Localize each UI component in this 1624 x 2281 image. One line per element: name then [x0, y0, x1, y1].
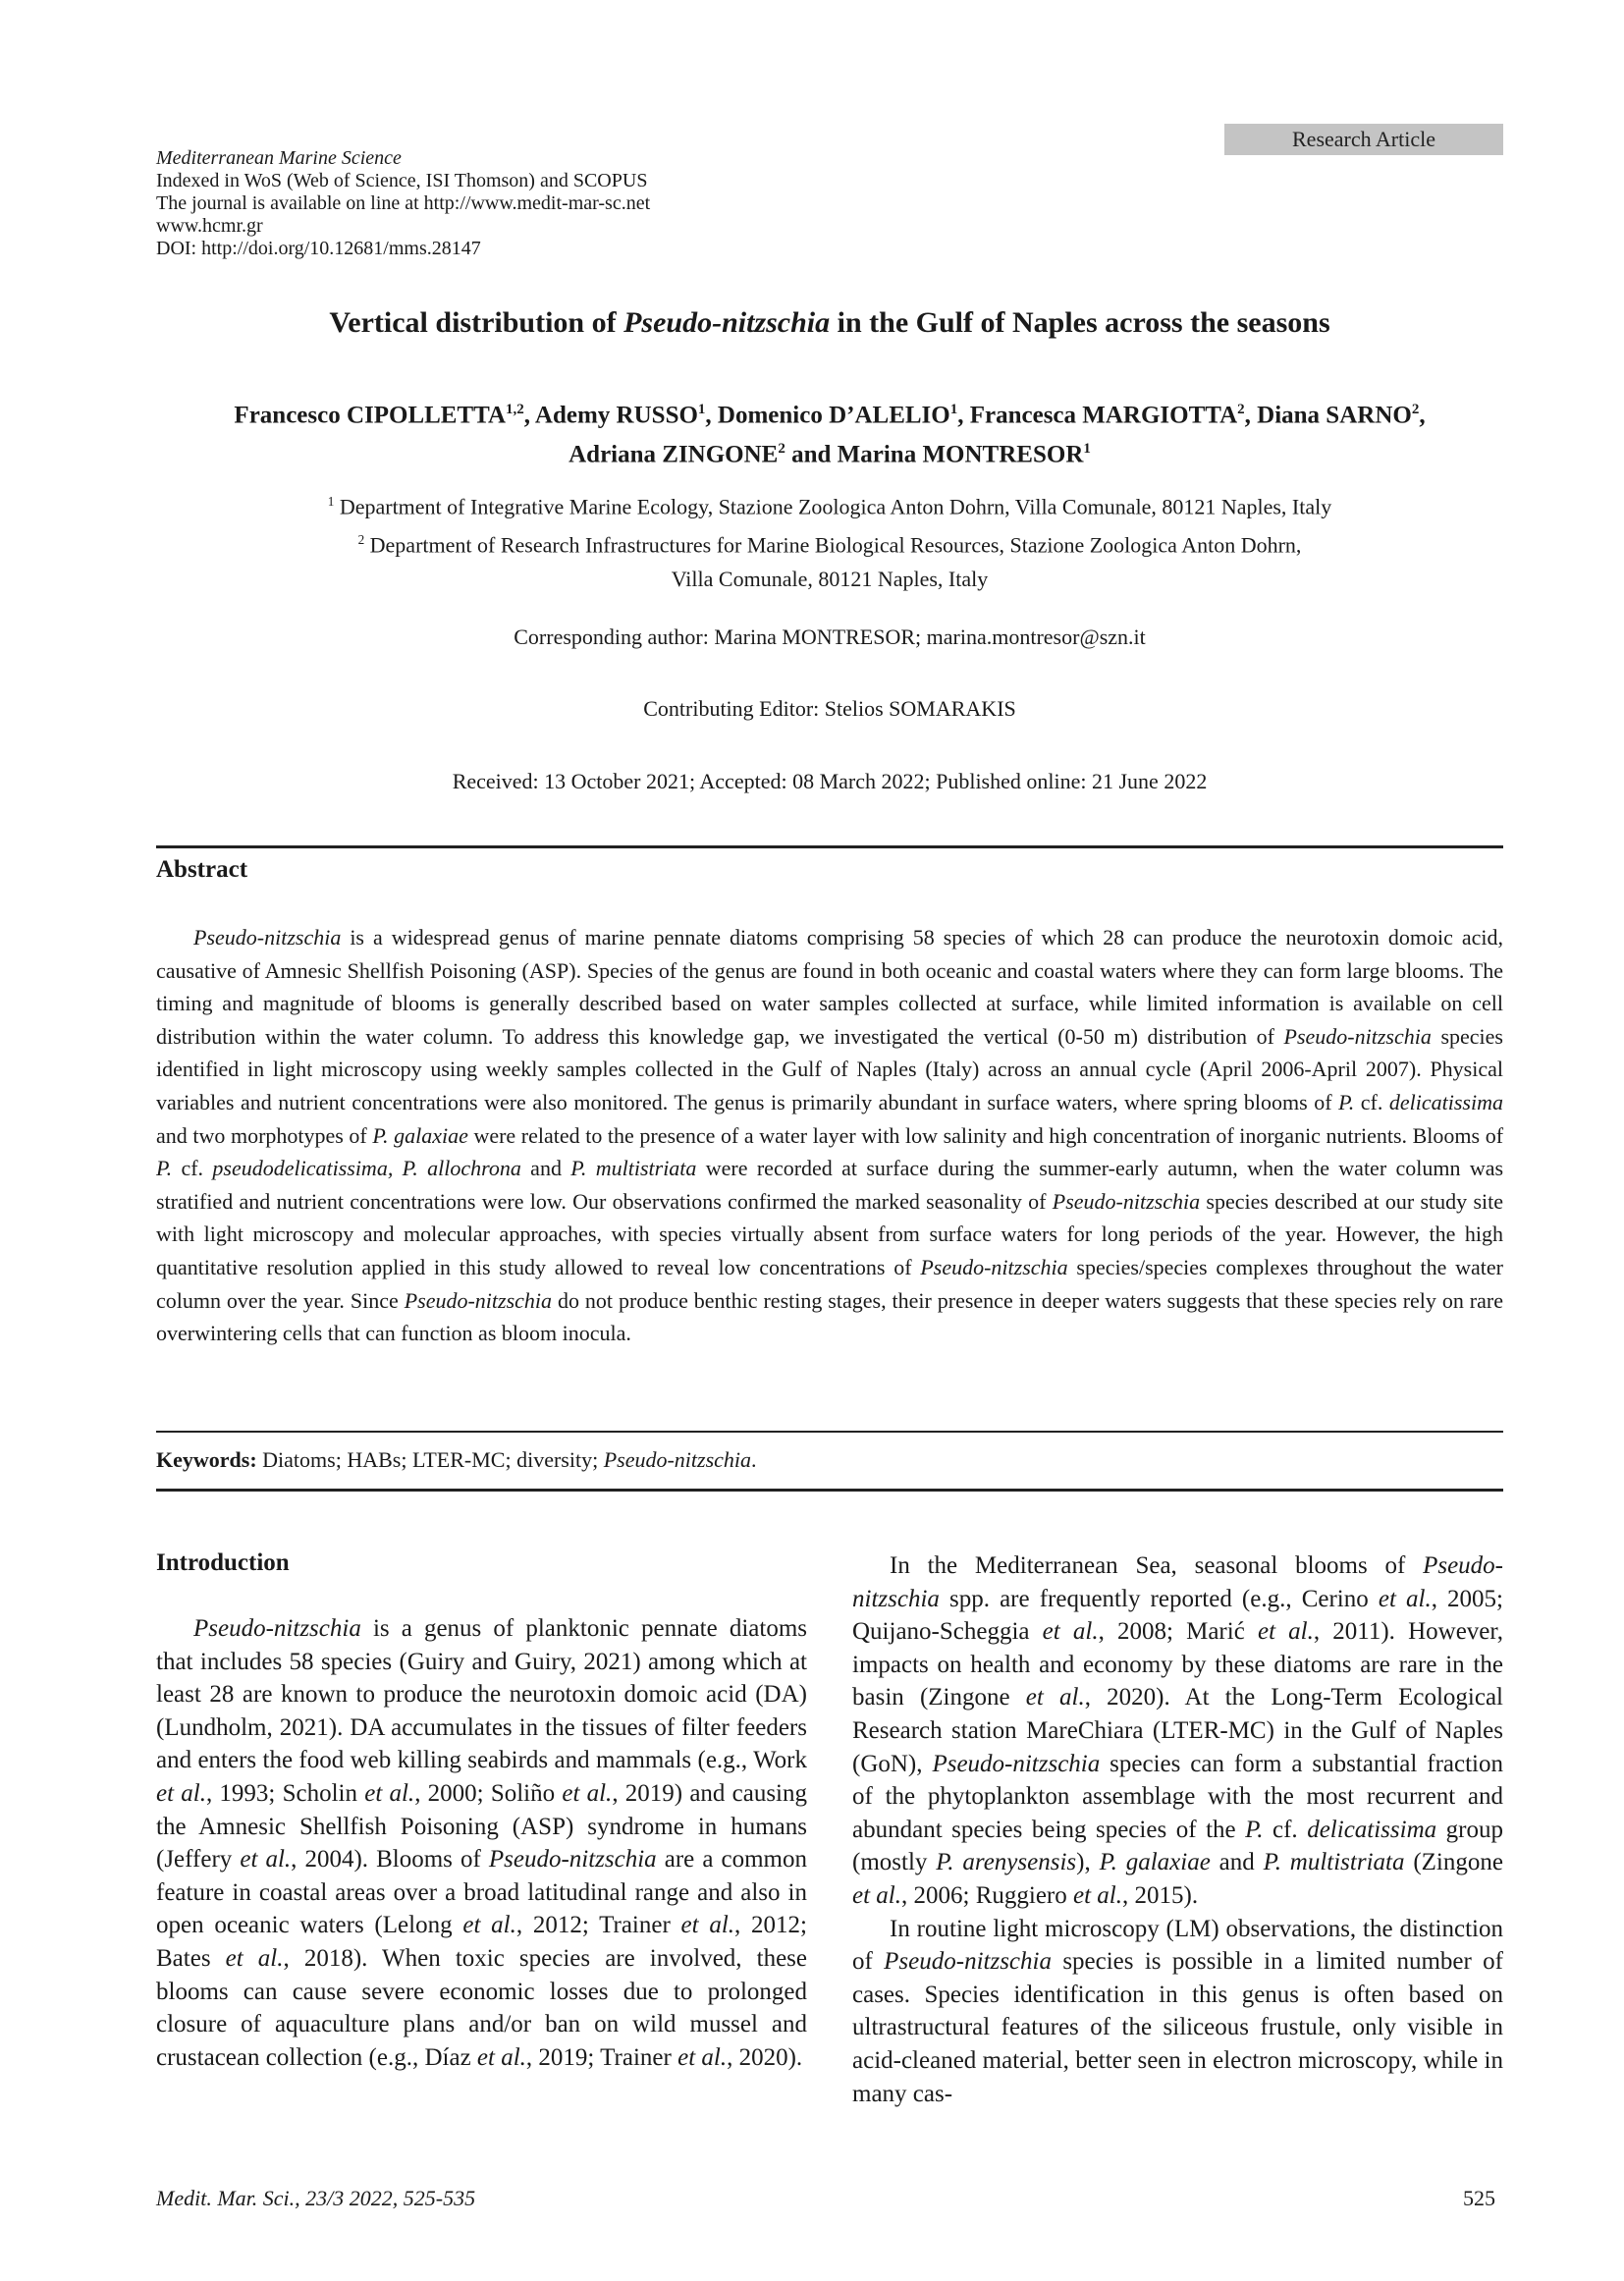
journal-info — [156, 147, 650, 260]
affiliation-2-cont: Villa Comunale, 80121 Naples, Italy — [671, 566, 989, 591]
introduction-heading: Introduction — [156, 1549, 290, 1576]
article-dates: Received: 13 October 2021; Accepted: 08 March 2022; Published online: 21 June 2022 — [452, 769, 1208, 793]
affiliations — [156, 485, 1503, 596]
author: Domenico D’ALELIO — [717, 402, 950, 429]
author: Marina MONTRESOR — [837, 441, 1084, 468]
intro-paragraph-1: Pseudo-nitzschia is a genus of planktonic pennate diatoms that includes 58 species (Guiry and Guiry, 2021) among which at least 28 are known to produce the neurotoxin domoic acid (DA) (Lundholm, 2021). DA accumulates in the tissues of filter feeders and enters the food web killing seabirds and mammals (e.g., Work et al., 1993; Scholin et al., 2000; Soliño et al., 2019) and causing the Amnesic Shellfish Poisoning (ASP) syndrome in humans (Jeffery et al., 2004). Blooms of Pseudo-nitzschia are a common feature in coastal areas over a broad latitudinal range and also in open oceanic waters (Lelong et al., 2012; Trainer et al., 2012; Bates et al., 2018). When toxic species are involved, these blooms can cause severe economic losses due to prolonged closure of aquaculture plans and/or ban on wild mussel and crustacean collection (e.g., Díaz et al., 2019; Trainer et al., 2020). — [156, 1615, 808, 2071]
footer-citation: Medit. Mar. Sci., 23/3 2022, 525-535 — [156, 2186, 476, 2210]
article-type-badge: Research Article — [1224, 124, 1503, 155]
affiliation-1: $^1$ Department of Integrative Marine Ecology, Stazione Zoologica Anton Dohrn, Villa Comunale, 80121 Naples, Italy — [327, 494, 1332, 519]
left-column — [156, 1612, 807, 2074]
intro-paragraph-2: In the Mediterranean Sea, seasonal blooms of Pseudo-nitzschia spp. are frequently reported (e.g., Cerino et al., 2005; Quijano-Scheggia et al., 2008; Marić et al., 2011). However, impacts on health and economy by these diatoms are rare in the basin (Zingone et al., 2020). At the Long-Term Ecological Research station MareChiara (LTER-MC) in the Gulf of Naples (GoN), Pseudo-nitzschia species can form a substantial fraction of the phytoplankton assemblage with the most recurrent and abundant species being species of the P. cf. delicatissima group (mostly P. arenysensis), P. galaxiae and P. multistriata (Zingone et al., 2006; Ruggiero et al., 2015). — [852, 1552, 1504, 1909]
divider-bottom — [156, 1489, 1503, 1492]
author-list — [156, 393, 1503, 472]
affiliation-2: $^2$ Department of Research Infrastructures for Marine Biological Resources, Stazione Zoologica Anton Dohrn, — [357, 532, 1302, 558]
intro-paragraph-3: In routine light microscopy (LM) observations, the distinction of Pseudo-nitzschia species is possible in a limited number of cases. Species identification in this genus is often based on ultrastructural features of the siliceous frustule, only visible in acid-cleaned material, better seen in electron microscopy, while in many cas- — [852, 1915, 1503, 2107]
article-title: Vertical distribution of Pseudo-nitzschia in the Gulf of Naples across the seasons — [329, 306, 1330, 339]
journal-indexing: Indexed in WoS (Web of Science, ISI Thomson) and SCOPUS — [156, 170, 648, 191]
author: Adriana ZINGONE — [568, 441, 779, 468]
author: Francesco CIPOLLETTA — [234, 402, 507, 429]
abstract-heading: Abstract — [156, 856, 248, 883]
journal-doi[interactable]: DOI: http://doi.org/10.12681/mms.28147 — [156, 238, 481, 259]
author: Diana SARNO — [1257, 402, 1412, 429]
author: Ademy RUSSO — [534, 402, 698, 429]
corresponding-author: Corresponding author: Marina MONTRESOR; marina.montresor@szn.it — [514, 625, 1146, 649]
page-number: 525 — [1463, 2186, 1495, 2210]
abstract-text: Pseudo-nitzschia is a widespread genus of marine pennate diatoms comprising 58 species of which 28 can produce the neurotoxin domoic acid, causative of Amnesic Shellfish Poisoning (ASP). Species of the genus are found in both oceanic and coastal waters where they can form large blooms. The timing and magnitude of blooms is generally described based on water samples collected at surface, while limited information is available on cell distribution within the water column. To address this knowledge gap, we investigated the vertical (0-50 m) distribution of Pseudo-nitzschia species identified in light microscopy using weekly samples collected in the Gulf of Naples (Italy) across an annual cycle (April 2006-April 2007). Physical variables and nutrient concentrations were also monitored. The genus is primarily abundant in surface waters, where spring blooms of P. cf. delicatissima and two morphotypes of P. galaxiae were related to the presence of a water layer with low salinity and high concentration of inorganic nutrients. Blooms of P. cf. pseudodelicatissima, P. allochrona and P. multistriata were recorded at surface during the summer-early autumn, when the water column was stratified and nutrient concentrations were low. Our observations confirmed the marked seasonality of Pseudo-nitzschia species described at our study site with light microscopy and molecular approaches, with species virtually absent from surface waters for long periods of the year. However, the high quantitative resolution applied in this study allowed to reveal low concentrations of Pseudo-nitzschia species/species complexes throughout the water column over the year. Since Pseudo-nitzschia do not produce benthic resting stages, their presence in deeper waters suggests that these species rely on rare overwintering cells that can function as bloom inocula. — [156, 925, 1504, 1346]
journal-online: The journal is available on line at http://www.medit-mar-sc.net — [156, 192, 651, 214]
author-line-2: Adriana ZINGONE$^2$ and Marina MONTRESOR$^1$ — [568, 441, 1091, 468]
author-line-1: Francesco CIPOLLETTA$^{1,2}$, Ademy RUSSO$^1$, Domenico D’ALELIO$^1$, Francesca MARGIOTTA$^2$, Diana SARNO$^2$, — [234, 402, 1426, 429]
keywords: Keywords: Diatoms; HABs; LTER-MC; diversity; Pseudo-nitzschia. — [156, 1447, 757, 1472]
journal-name: Mediterranean Marine Science — [156, 147, 402, 169]
author: Francesca MARGIOTTA — [969, 402, 1238, 429]
right-column — [852, 1549, 1503, 2110]
journal-website[interactable]: www.hcmr.gr — [156, 215, 263, 237]
divider-top — [156, 845, 1503, 848]
contributing-editor: Contributing Editor: Stelios SOMARAKIS — [643, 696, 1016, 721]
divider-keywords — [156, 1431, 1503, 1433]
